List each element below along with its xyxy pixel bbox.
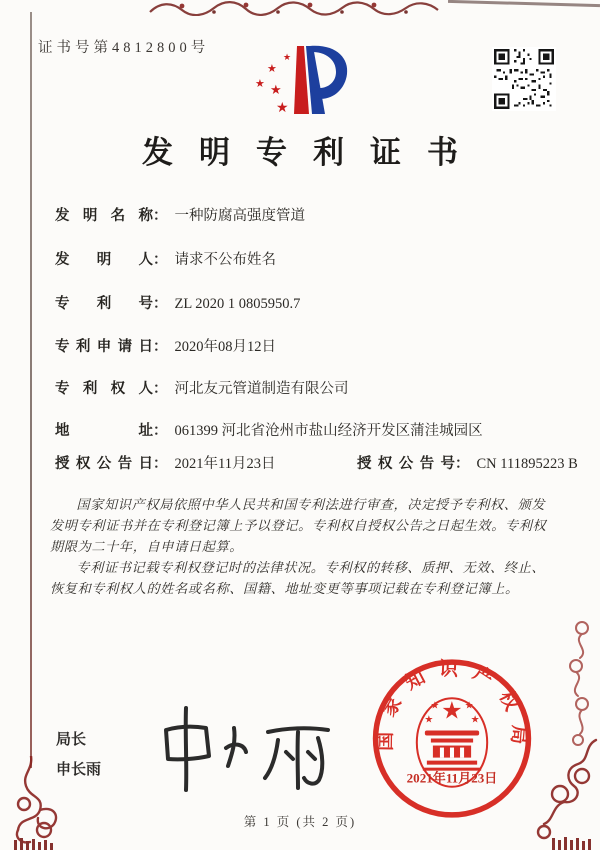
legal-text xyxy=(50,494,555,599)
colon: ： xyxy=(153,456,168,472)
star-icon: ★ xyxy=(270,82,282,97)
legal-paragraph-1: 国家知识产权局依照中华人民共和国专利法进行审查，决定授予专利权、颁发发明专利证书并在专利登记簿上予以登记。专利权自授权公告之日起生效。专利权期限为二十年，自申请日起算。 xyxy=(50,497,547,554)
field-value: 请求不公布姓名 xyxy=(174,252,276,268)
colon: ： xyxy=(153,339,168,355)
colon: ： xyxy=(153,252,168,268)
field-value: 2020年08月12日 xyxy=(174,339,276,355)
field-label: 地址 xyxy=(55,423,153,439)
page-footer: 第 1 页 (共 2 页) xyxy=(243,815,357,829)
field-label: 专利号 xyxy=(55,296,153,312)
field-patentee xyxy=(55,377,590,398)
svg-text:★: ★ xyxy=(441,697,463,725)
colon: ： xyxy=(153,423,168,439)
svg-text:★: ★ xyxy=(424,714,434,726)
top-ornament-icon xyxy=(148,0,440,16)
star-icon: ★ xyxy=(283,52,292,62)
colon: ： xyxy=(455,456,470,472)
svg-text:★: ★ xyxy=(430,700,440,712)
field-address xyxy=(55,419,590,440)
field-patent-number xyxy=(55,292,590,313)
left-edge-line xyxy=(30,12,32,768)
top-edge-line xyxy=(448,0,600,7)
director-printed-name: 申长雨 xyxy=(56,762,102,778)
field-value: 061399 河北省沧州市盐山经济开发区蒲洼城园区 xyxy=(174,423,483,439)
svg-text:★: ★ xyxy=(470,714,480,726)
seal-date: 2021年11月23日 xyxy=(406,770,498,786)
field-inventor xyxy=(55,248,590,269)
corner-flourish-bottom-right-icon xyxy=(526,736,600,850)
corner-flourish-bottom-left-icon xyxy=(0,756,82,850)
field-label: 授权公告日 xyxy=(55,456,153,472)
colon: ： xyxy=(153,381,168,397)
field-value: 一种防腐高强度管道 xyxy=(174,208,305,224)
field-label: 授权公告号 xyxy=(357,456,455,472)
official-seal xyxy=(362,646,542,831)
svg-text:★: ★ xyxy=(464,700,474,712)
star-icon: ★ xyxy=(267,63,277,75)
field-value: CN 111895223 B xyxy=(476,456,578,472)
field-label: 专利申请日 xyxy=(55,339,153,355)
director-signature xyxy=(132,692,342,802)
director-title: 局长 xyxy=(56,732,87,748)
certificate-title: 发明专利证书 xyxy=(142,135,484,170)
legal-paragraph-2: 专利证书记载专利权登记时的法律状况。专利权的转移、质押、无效、终止、恢复和专利权人的姓名或名称、国籍、地址变更等事项记载在专利登记簿上。 xyxy=(50,560,546,596)
qr-code xyxy=(492,47,556,111)
field-invention-name xyxy=(55,204,590,225)
star-icon: ★ xyxy=(255,78,265,90)
right-edge-flourish-icon xyxy=(552,616,600,748)
field-label: 发明人 xyxy=(55,252,153,268)
field-filing-date xyxy=(55,335,590,356)
field-value: 河北友元管道制造有限公司 xyxy=(174,381,349,397)
field-label: 专利权人 xyxy=(55,381,153,397)
field-grant-date xyxy=(55,452,590,473)
cnipa-patent-logo-icon xyxy=(250,42,350,122)
field-value: 2021年11月23日 xyxy=(174,456,276,472)
star-icon: ★ xyxy=(276,101,289,116)
field-value: ZL 2020 1 0805950.7 xyxy=(174,296,301,312)
certificate-number: 证书号第4812800号 xyxy=(38,40,210,56)
seal-ring-text: 国家知识产权局 xyxy=(375,658,530,759)
colon: ： xyxy=(153,208,168,224)
colon: ： xyxy=(153,296,168,312)
field-grant-number xyxy=(357,452,578,473)
field-label: 发明名称 xyxy=(55,208,153,224)
